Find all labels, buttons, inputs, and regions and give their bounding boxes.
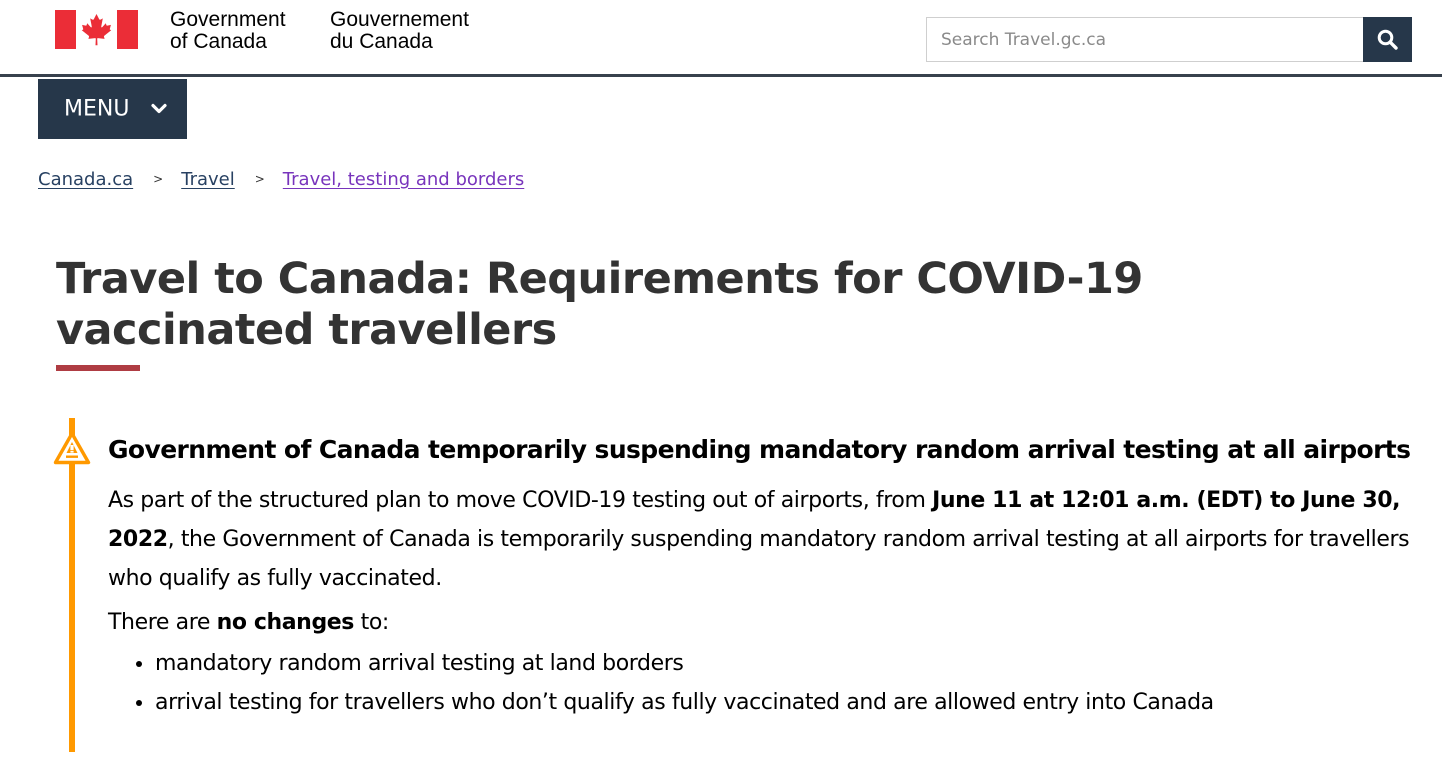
canada-flag-icon[interactable] (55, 10, 138, 49)
warning-icon (53, 431, 91, 465)
menu-label: MENU (64, 96, 130, 122)
changes-bold: no changes (216, 610, 355, 635)
breadcrumb-link-canada[interactable]: Canada.ca (38, 169, 134, 190)
alert-text-part2: , the Government of Canada is temporarily suspending mandatory random arrival testing at all airports for travellers who qualify as fully vaccinated. (108, 527, 1410, 591)
signature-english-line2: of Canada (170, 30, 267, 53)
breadcrumb-separator: > (254, 172, 265, 186)
alert-heading: Government of Canada temporarily suspending mandatory random arrival testing at all airports (108, 435, 1411, 464)
list-item: • mandatory random arrival testing at land borders (155, 644, 1214, 683)
chevron-down-icon (151, 102, 167, 116)
search-icon (1376, 28, 1399, 51)
signature-french-line2: du Canada (330, 30, 433, 53)
menu-button[interactable] (38, 79, 187, 139)
alert-bar (69, 418, 75, 752)
breadcrumb-separator: > (153, 172, 164, 186)
warning-alert (56, 418, 1426, 752)
search-button[interactable] (1363, 17, 1412, 62)
changes-suffix: to: (354, 610, 389, 635)
breadcrumb (38, 166, 524, 192)
signature-french[interactable] (330, 9, 469, 53)
breadcrumb-link-travel-testing-borders[interactable]: Travel, testing and borders (282, 169, 525, 190)
alert-paragraph (108, 481, 1418, 598)
site-header (0, 0, 1442, 77)
changes-list (108, 644, 1214, 722)
breadcrumb-link-travel[interactable]: Travel (181, 169, 235, 190)
search-form (926, 17, 1412, 62)
signature-french-line1: Gouvernement (330, 8, 469, 31)
page-title: Travel to Canada: Requirements for COVID-19 vaccinated travellers (56, 254, 1143, 355)
changes-intro (108, 605, 389, 641)
signature-english[interactable] (170, 9, 286, 53)
list-item: • arrival testing for travellers who don’t qualify as fully vaccinated and are allowed entry into Canada (155, 683, 1214, 722)
alert-text-part1: As part of the structured plan to move COVID-19 testing out of airports, from (108, 488, 933, 513)
search-input[interactable] (926, 17, 1364, 62)
alert-date-range: June 11 at 12:01 a.m. (EDT) to June 30, 2022 (108, 488, 1401, 552)
signature-english-line1: Government (170, 8, 286, 31)
changes-prefix: There are (108, 610, 217, 635)
title-underline (56, 365, 140, 371)
